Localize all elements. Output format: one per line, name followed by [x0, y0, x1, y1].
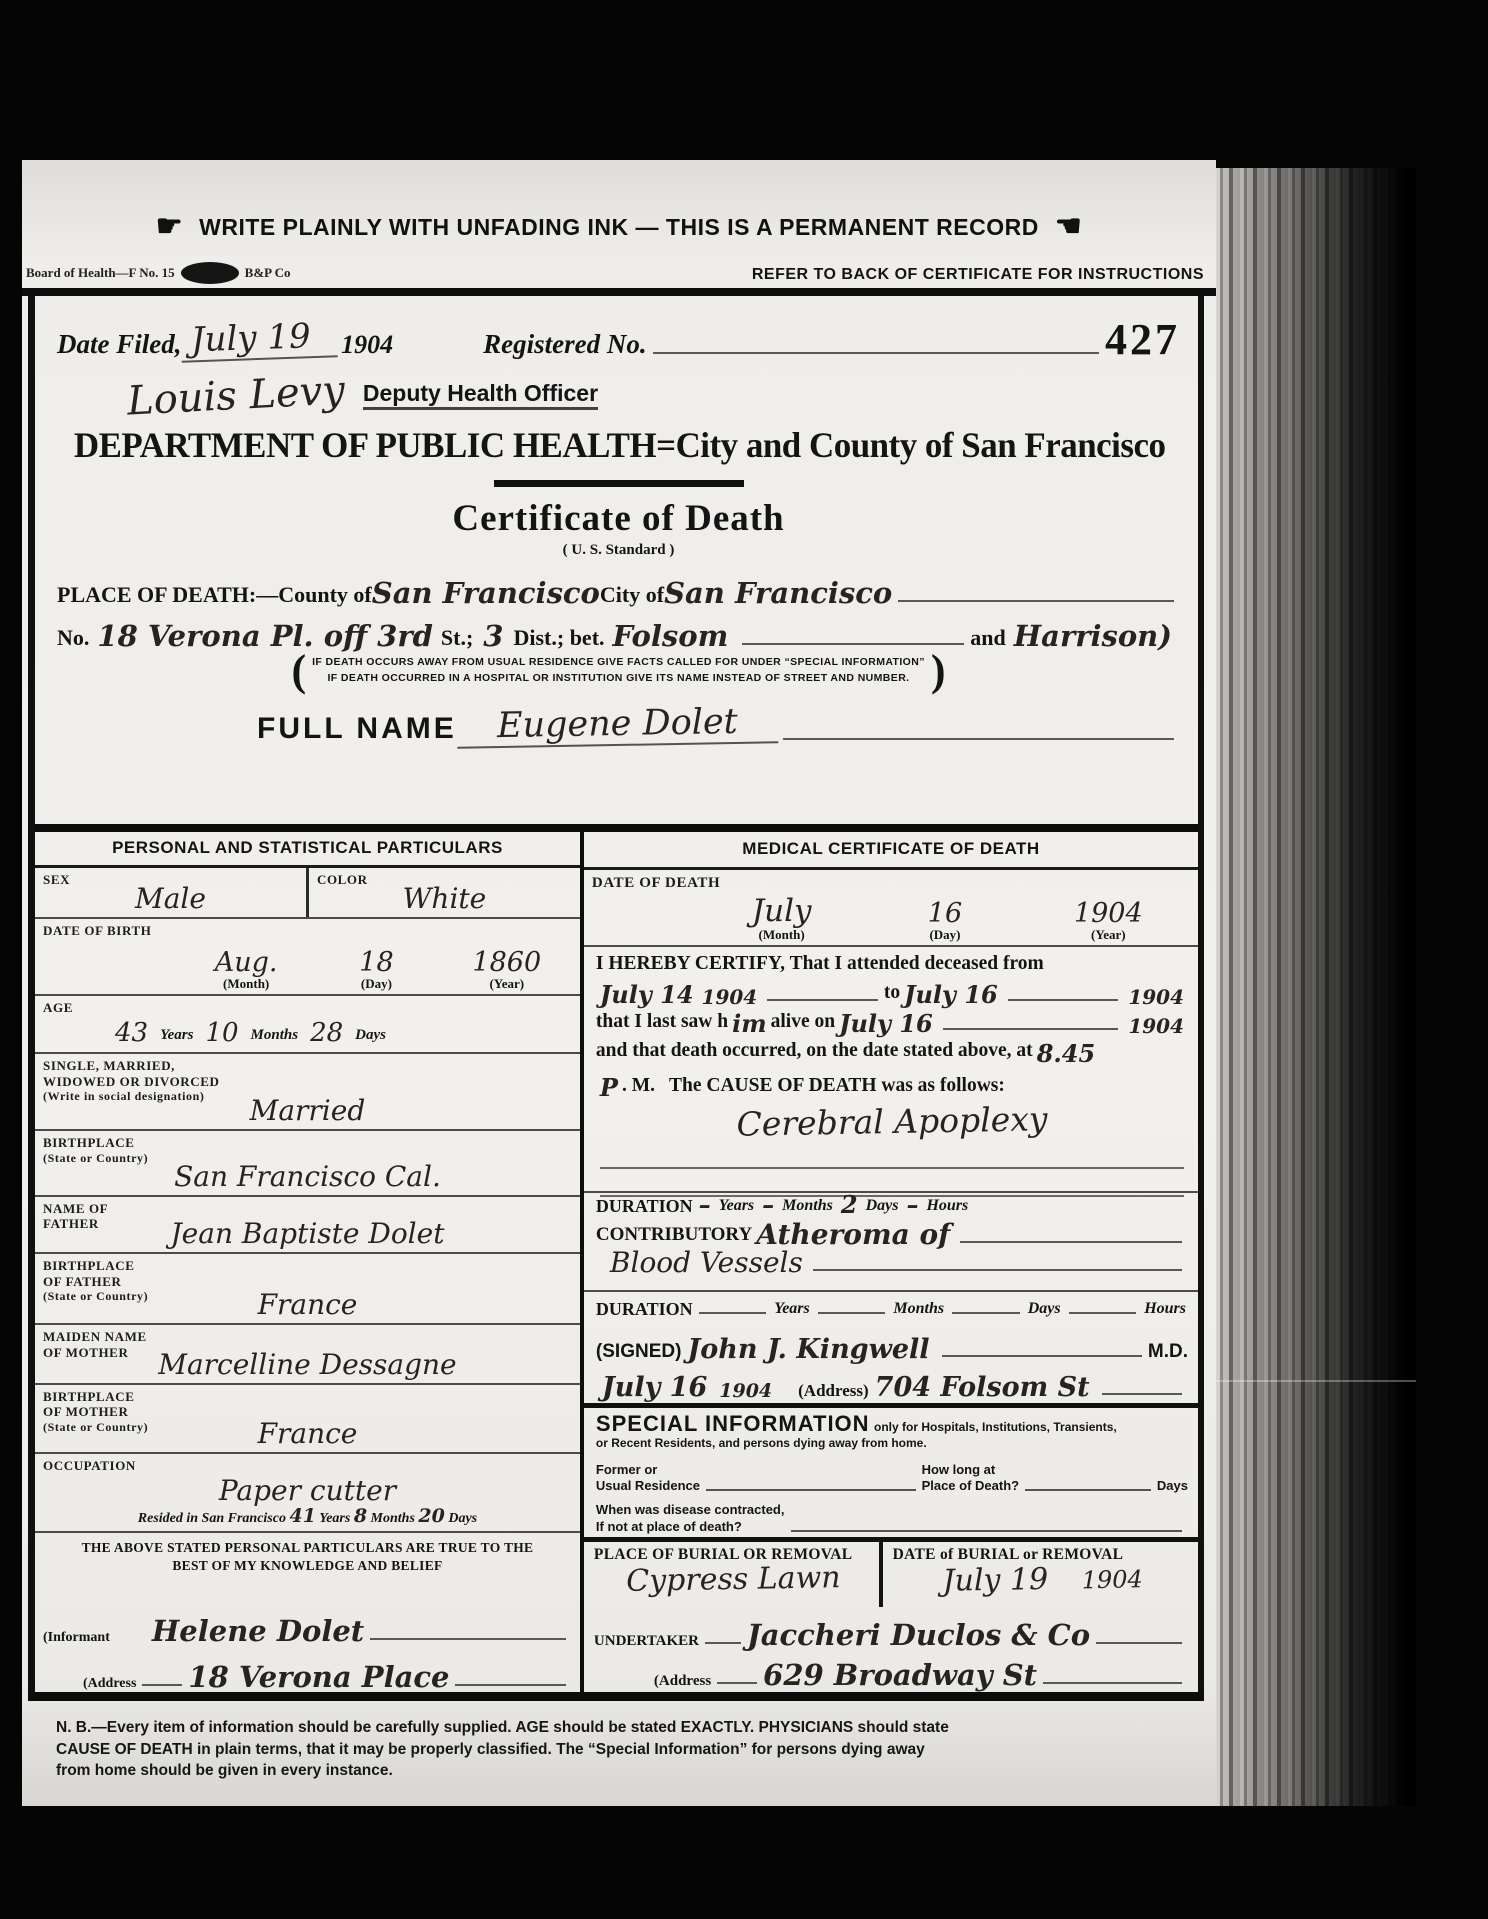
certificate-title: Certificate of Death	[452, 498, 785, 539]
registered-number-value: 427	[1105, 315, 1180, 365]
father-birthplace-row	[35, 1254, 580, 1325]
death-month-value: July	[751, 892, 812, 929]
close-parenthesis: )	[930, 646, 946, 695]
undertaker-address-label: (Address	[653, 1673, 712, 1689]
undertaker-value: Jaccheri Duclos & Co	[746, 1618, 1091, 1653]
how-long-days-label: Days	[1156, 1477, 1188, 1493]
mother-name-row	[35, 1325, 580, 1384]
duration2-blank1	[699, 1312, 767, 1314]
occupation-row	[35, 1454, 580, 1533]
registered-number-group	[483, 315, 1180, 365]
age-months-value: 10	[205, 1017, 239, 1048]
physician-signature: John J. Kingwell	[687, 1334, 930, 1366]
duration-label: DURATION	[595, 1195, 693, 1216]
death-time-value: 8.45	[1036, 1038, 1096, 1068]
attended-from-date: July 14	[599, 980, 694, 1010]
personal-section-title: PERSONAL AND STATISTICAL PARTICULARS	[35, 832, 580, 868]
duration2-row: DURATION Years Months Days Hours	[595, 1298, 1186, 1319]
death-year-value: 1904	[1073, 897, 1143, 929]
age-months-unit: Months	[250, 1026, 299, 1043]
md-label: M.D.	[1147, 1341, 1188, 1363]
undertaker-row	[584, 1607, 1198, 1652]
signed-date-value: July 16	[601, 1371, 708, 1403]
full-name-blank-line	[783, 738, 1174, 740]
mother-birthplace-value: France	[257, 1417, 358, 1451]
residence-note-lines	[312, 655, 925, 687]
birth-year-sublabel: (Year)	[489, 976, 525, 992]
birth-month-value: Aug.	[214, 947, 278, 979]
city-value: San Francisco	[664, 576, 893, 610]
date-of-birth-label: DATE OF BIRTH	[43, 923, 152, 939]
undertaker-blank	[1096, 1642, 1182, 1644]
special-info-note2: or Recent Residents, and persons dying away from home.	[595, 1435, 927, 1450]
full-name-value: Eugene Dolet	[456, 701, 777, 749]
date-of-death-label: DATE OF DEATH	[591, 874, 721, 891]
death-day-value: 16	[927, 897, 963, 929]
attended-to-year: 1904	[1128, 985, 1185, 1010]
last-saw-date: July 16	[839, 1009, 933, 1039]
former-residence-cell	[596, 1462, 922, 1495]
special-info-note1: only for Hospitals, Institutions, Transients,	[874, 1419, 1117, 1434]
signed-blank	[942, 1355, 1142, 1357]
death-year-cell	[1031, 897, 1186, 943]
burial-place-label: PLACE OF BURIAL OR REMOVAL	[593, 1545, 853, 1563]
color-label: COLOR	[316, 871, 368, 887]
last-saw-line: that I last saw h im alive on July 16 1904	[595, 1009, 1184, 1039]
residence-note-line2: IF DEATH OCCURRED IN A HOSPITAL OR INSTITUTION GIVE ITS NAME INSTEAD OF STREET AND NUMBER.	[327, 671, 910, 684]
physician-address-value: 704 Folsom St	[874, 1371, 1090, 1403]
district-value: 3	[483, 619, 504, 653]
signed-row	[584, 1324, 1198, 1365]
sex-color-row	[35, 868, 580, 920]
how-long-label: How long at Place of Death?	[921, 1461, 1020, 1494]
last-saw-blank	[943, 1028, 1119, 1030]
burial-date-cell	[879, 1542, 1198, 1607]
city-blank-line	[898, 600, 1174, 602]
us-standard-note: ( U. S. Standard )	[562, 542, 675, 558]
date-filed-row	[57, 315, 1180, 365]
birth-day-sublabel: (Day)	[360, 976, 392, 992]
street-value: 18 Verona Pl. off 3rd	[97, 619, 433, 653]
undertaker-address-value: 629 Broadway St	[763, 1658, 1038, 1692]
special-info-title-line	[596, 1412, 1188, 1436]
burial-date-line	[892, 1561, 1192, 1598]
attestation-block	[35, 1533, 580, 1695]
between-blank-line	[742, 643, 964, 645]
refer-to-back-note: REFER TO BACK OF CERTIFICATE FOR INSTRUCTIONS	[751, 266, 1204, 283]
between-street-value: Folsom	[612, 619, 729, 653]
informant-address-blank-line	[455, 1684, 565, 1686]
duration-years-mark: –	[698, 1189, 711, 1219]
printer-name-text: B&P Co	[244, 265, 291, 280]
form-number-line	[26, 262, 291, 284]
birth-day-value: 18	[359, 947, 394, 979]
contributory-block	[584, 1218, 1198, 1292]
birth-year-cell	[446, 949, 568, 992]
undertaker-address-fill-left	[717, 1682, 757, 1684]
and-street-value: Harrison)	[1013, 619, 1172, 653]
birthplace-label: BIRTHPLACE (State or Country)	[43, 1135, 149, 1165]
disease-contracted-row	[596, 1502, 1188, 1535]
to-label: to	[883, 981, 901, 1003]
contributory-blank1	[960, 1241, 1182, 1243]
book-page-edges	[1216, 168, 1416, 1806]
former-residence-row	[596, 1462, 1188, 1495]
certify-line2	[596, 978, 1188, 1010]
department-title: DEPARTMENT OF PUBLIC HEALTH=City and County of San Francisco	[73, 425, 1166, 465]
undertaker-address-row	[584, 1652, 1198, 1692]
date-of-birth-row	[35, 919, 580, 996]
health-officer-title: Deputy Health Officer	[363, 380, 598, 410]
and-label: and	[970, 625, 1006, 650]
attended-to-date: July 16	[904, 980, 998, 1010]
date-filed-value: July 19	[181, 315, 338, 362]
informant-address-label: (Address	[83, 1676, 137, 1692]
color-value: White	[402, 882, 487, 916]
birth-month-cell	[185, 949, 307, 992]
former-residence-blank	[706, 1489, 916, 1491]
duration-days-value: 2	[840, 1189, 858, 1219]
cause-of-death-value: Cerebral Apoplexy	[736, 1099, 1048, 1144]
special-information-block	[584, 1403, 1198, 1542]
duration2-blank3	[952, 1312, 1020, 1314]
age-label: AGE	[43, 1000, 73, 1016]
pointing-hand-left-icon: ☚	[1054, 210, 1083, 243]
former-residence-label: Former or Usual Residence	[595, 1461, 700, 1494]
st-label: St.;	[440, 625, 474, 650]
printer-oval-logo-icon	[181, 262, 239, 284]
birth-month-sublabel: (Month)	[223, 976, 270, 992]
burial-date-label: DATE of BURIAL or REMOVAL	[892, 1545, 1124, 1563]
last-saw-year: 1904	[1128, 1014, 1184, 1039]
cause-intro-text: The CAUSE OF DEATH was as follows:	[669, 1074, 1005, 1096]
place-of-death-line	[57, 576, 1180, 610]
death-month-sublabel: (Month)	[758, 926, 805, 942]
age-years-value: 43	[115, 1017, 149, 1048]
date-filed-year: 1904	[341, 330, 394, 359]
informant-label: (Informant	[43, 1630, 110, 1646]
informant-row	[43, 1575, 572, 1649]
date-filed-label: Date Filed,	[57, 329, 182, 359]
certificate-header-section	[35, 296, 1198, 824]
full-name-row	[257, 704, 1180, 746]
signed-label: (SIGNED)	[595, 1341, 682, 1363]
burial-place-cell	[584, 1542, 879, 1607]
duration2-label: DURATION	[595, 1298, 693, 1319]
cause-of-death-block	[584, 1071, 1198, 1193]
meridiem-value: P	[599, 1073, 618, 1103]
county-value: San Francisco	[371, 576, 600, 610]
informant-address-value: 18 Verona Place	[188, 1660, 450, 1695]
signed-year-value: 1904	[719, 1379, 773, 1402]
how-long-blank	[1025, 1489, 1151, 1491]
cause-blank-line1	[600, 1141, 1184, 1169]
contributory-line1	[595, 1218, 1188, 1252]
contributory-blank2	[813, 1269, 1182, 1271]
birthplace-value: San Francisco Cal.	[174, 1159, 441, 1193]
duration2-blank2	[818, 1312, 886, 1314]
cause-intro-line	[596, 1071, 1188, 1103]
death-occurred-line: and that death occurred, on the date stated above, at 8.45	[595, 1038, 1096, 1068]
age-days-value: 28	[310, 1017, 344, 1048]
age-days-unit: Days	[355, 1026, 386, 1043]
age-years-unit: Years	[160, 1026, 194, 1043]
birth-year-value: 1860	[472, 947, 542, 979]
signed-address-label: (Address)	[798, 1380, 869, 1400]
meridiem-label: . M.	[621, 1074, 655, 1096]
form-number-text: Board of Health—F No. 15	[26, 265, 175, 280]
burial-year-value: 1904	[1081, 1565, 1143, 1595]
burial-row	[584, 1542, 1198, 1607]
last-saw-fill-value: im	[732, 1009, 767, 1039]
disease-contracted-label: When was disease contracted, If not at place of death?	[595, 1502, 785, 1534]
marital-status-label: SINGLE, MARRIED, WIDOWED OR DIVORCED (Write in social designation)	[43, 1057, 220, 1104]
title-divider	[494, 480, 744, 487]
certify-fill1	[767, 999, 878, 1001]
mother-name-label: MAIDEN NAME OF MOTHER	[43, 1329, 147, 1361]
burial-date-value: July 19	[941, 1561, 1049, 1599]
death-day-cell	[867, 897, 1022, 943]
banner-text: WRITE PLAINLY WITH UNFADING INK — THIS IS A PERMANENT RECORD	[199, 213, 1039, 240]
sex-label: SEX	[43, 871, 71, 887]
undertaker-label: UNDERTAKER	[593, 1633, 699, 1650]
residence-note	[57, 646, 1180, 695]
certificate-form	[28, 296, 1204, 1701]
informant-blank-line	[370, 1638, 566, 1640]
city-of-label: City of	[599, 582, 665, 607]
color-cell	[306, 868, 580, 918]
attestation-line2: BEST OF MY KNOWLEDGE AND BELIEF	[172, 1558, 443, 1574]
attestation-line1: THE ABOVE STATED PERSONAL PARTICULARS ARE TRUE TO THE	[81, 1540, 534, 1556]
residence-note-line1: IF DEATH OCCURS AWAY FROM USUAL RESIDENCE GIVE FACTS CALLED FOR UNDER “SPECIAL INFORMATION”	[312, 655, 925, 668]
full-name-label: FULL NAME	[257, 712, 457, 746]
certify-line1: I HEREBY CERTIFY, That I attended deceased from	[595, 952, 1044, 974]
personal-particulars-column	[35, 832, 584, 1695]
street-no-label: No.	[57, 625, 90, 650]
death-month-cell	[704, 892, 859, 943]
special-info-title: SPECIAL INFORMATION	[595, 1410, 870, 1436]
contributory-label: CONTRIBUTORY	[595, 1223, 753, 1245]
pointing-hand-right-icon: ☛	[155, 210, 184, 243]
nota-bene-footnote: N. B.—Every item of information should be carefully supplied. AGE should be stated EXACTLY. PHYSICIANS should state CAUSE OF DEATH in plain terms, that it may be properly classified. The “Special Information” for persons dying away from home should be given in every instance.	[56, 1719, 949, 1780]
contributory-value2: Blood Vessels	[609, 1246, 803, 1280]
duration2-blank4	[1069, 1312, 1137, 1314]
contributory-value1: Atheroma of	[756, 1218, 951, 1252]
health-officer-row	[125, 354, 1180, 425]
father-birthplace-label: BIRTHPLACE OF FATHER (State or Country)	[43, 1258, 149, 1304]
permanent-record-banner	[22, 160, 1216, 242]
duration-hours-mark: –	[906, 1189, 919, 1219]
certify-fill2	[1008, 999, 1119, 1001]
mother-birthplace-row	[35, 1385, 580, 1454]
place-of-death-label: PLACE OF DEATH:—County of	[57, 582, 372, 607]
father-birthplace-value: France	[257, 1288, 358, 1322]
contributory-line2	[596, 1246, 1188, 1280]
duration-months-mark: –	[762, 1189, 775, 1219]
mother-name-value: Marcelline Dessagne	[158, 1347, 457, 1381]
informant-address-row	[43, 1646, 572, 1695]
age-row	[35, 996, 580, 1053]
resided-line: Resided in San Francisco 41 Years 8 Months 20 Days	[137, 1505, 478, 1528]
undertaker-fill-left	[705, 1642, 741, 1644]
medical-section-title: MEDICAL CERTIFICATE OF DEATH	[584, 832, 1198, 870]
sex-value: Male	[135, 882, 206, 916]
occupation-value: Paper cutter	[218, 1474, 397, 1508]
father-name-value: Jean Baptiste Dolet	[170, 1217, 445, 1251]
duration-row: DURATION – Years – Months 2 Days – Hours	[595, 1189, 969, 1219]
resided-months-value: 8	[353, 1505, 368, 1528]
birth-day-cell	[315, 949, 437, 992]
undertaker-address-blank	[1043, 1682, 1182, 1684]
informant-value: Helene Dolet	[151, 1614, 365, 1649]
street-address-line	[57, 619, 1180, 653]
certify-block	[584, 947, 1198, 1071]
resided-days-value: 20	[418, 1505, 445, 1528]
disease-contracted-cell	[596, 1502, 1188, 1535]
dist-bet-label: Dist.; bet.	[513, 625, 605, 650]
occupation-label: OCCUPATION	[43, 1458, 136, 1474]
mother-birthplace-label: BIRTHPLACE OF MOTHER (State or Country)	[43, 1388, 149, 1435]
death-certificate-page	[22, 160, 1216, 1806]
signed-address-blank	[1102, 1393, 1182, 1395]
registered-no-label: Registered No.	[483, 329, 647, 359]
health-officer-signature: Louis Levy	[125, 367, 346, 425]
burial-place-value: Cypress Lawn	[625, 1560, 841, 1599]
marital-status-row	[35, 1054, 580, 1131]
death-day-sublabel: (Day)	[929, 926, 961, 942]
marital-status-value: Married	[249, 1094, 366, 1128]
date-of-death-row	[584, 870, 1198, 947]
father-name-label: NAME OF FATHER	[43, 1200, 109, 1232]
death-year-sublabel: (Year)	[1090, 926, 1126, 942]
form-sub-header	[22, 262, 1216, 296]
resided-years-value: 41	[289, 1505, 316, 1528]
medical-certificate-column	[584, 832, 1198, 1692]
how-long-cell	[922, 1462, 1188, 1495]
disease-contracted-blank	[791, 1530, 1183, 1532]
signed-date-address-row	[584, 1365, 1198, 1403]
registered-no-blank-line	[653, 352, 1099, 354]
two-column-section	[35, 824, 1198, 1695]
informant-address-fill-left	[142, 1684, 182, 1686]
father-name-row	[35, 1197, 580, 1254]
open-parenthesis: (	[291, 646, 307, 695]
birthplace-row	[35, 1131, 580, 1196]
attended-from-year: 1904	[701, 985, 758, 1010]
sex-cell	[35, 868, 306, 918]
